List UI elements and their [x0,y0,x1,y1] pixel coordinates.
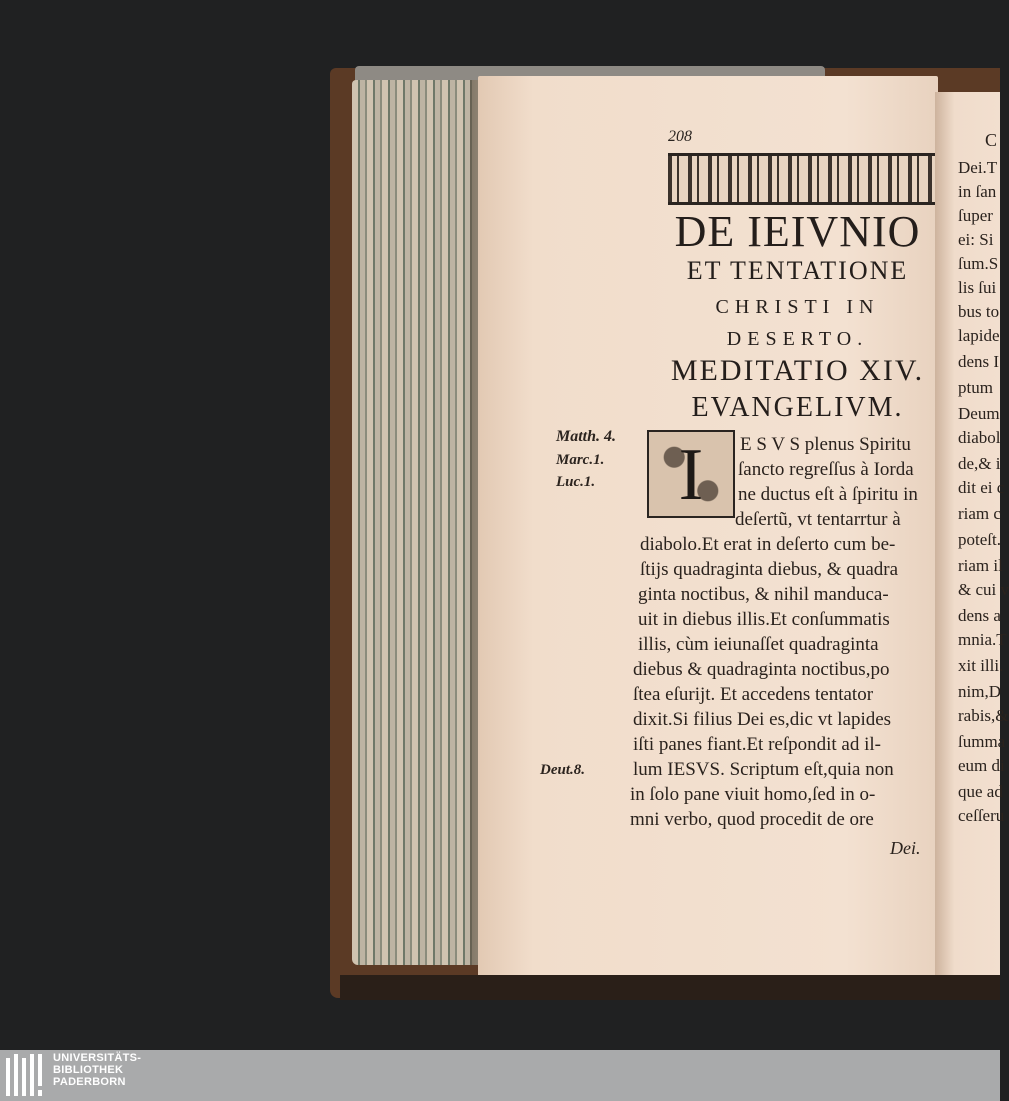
facing-text-line: in ſan [958,182,997,201]
page-number: 208 [668,128,692,145]
meditation-heading: MEDITATIO XIV. [670,354,925,387]
text-line: uit in diebus illis.Et conſummatis [638,609,890,630]
facing-text-line: de,& i [958,454,1001,473]
facing-text-line: lapide [958,326,1000,345]
library-logo-icon [4,1052,46,1098]
text-line: E S V S plenus Spiritu [740,434,911,455]
library-name-line-3: PADERBORN [53,1076,126,1088]
facing-text-line: ceſſeru [958,806,1005,825]
facing-text-line: ptum [958,378,993,397]
facing-text-line: ſuper [958,206,993,225]
facing-text-line: & cui v [958,580,1009,599]
book-bottom-shadow [340,975,1000,1000]
title-line-4: DESERTO. [726,328,869,350]
facing-text-line: mnia.T [958,630,1007,649]
facing-text-line: ſumma [958,732,1006,751]
catchword: Dei. [890,838,921,858]
facing-text-line: poteſt. [958,530,1001,549]
facing-text-line: riam c [958,504,1001,523]
text-line: lum IESVS. Scriptum eſt,quia non [633,759,894,780]
text-line: diebus & quadraginta noctibus,po [633,659,890,680]
library-name-line-2: BIBLIOTHEK [53,1064,124,1076]
margin-note-matthew: Matth. 4. [556,428,617,445]
title-line-2: ET TENTATIONE [686,256,909,285]
text-line: ne ductus eſt à ſpiritu in [738,484,918,505]
title-line-3: CHRISTI IN [715,296,880,318]
gospel-heading: EVANGELIVM. [691,392,904,423]
facing-text-line: bus to [958,302,1000,321]
facing-page-header: C [985,130,998,150]
ornamental-headpiece [668,153,935,205]
facing-text-line: que ad [958,782,1003,801]
text-line: diabolo.Et erat in deſerto cum be- [640,534,896,555]
facing-text-line: ſum.S [958,254,999,273]
facing-text-line: dens a [958,606,1001,625]
facing-text-line: eum di [958,756,1005,775]
initial-letter: I [678,434,704,516]
facing-text-line: ei: Si [958,230,994,249]
text-line: mni verbo, quod procedit de ore [630,809,874,830]
text-line: ſtijs quadraginta diebus, & quadra [640,559,899,580]
margin-note-luke: Luc.1. [556,474,596,490]
facing-text-line: Dei.T [958,158,998,177]
facing-text-line: dens I [958,352,1000,371]
margin-note-deuteronomy: Deut.8. [540,762,585,778]
footer-bar [0,1050,1000,1101]
text-line: ginta noctibus, & nihil manduca- [638,584,889,605]
text-line: in ſolo pane viuit homo,ſed in o- [630,784,876,805]
facing-text-line: xit illi. [958,656,1004,675]
library-name [53,1052,141,1088]
facing-text-line: Deum [958,404,1000,423]
decorated-initial [647,430,735,518]
facing-text-line: diabol [958,428,1001,447]
facing-text-line: nim,D [958,682,1001,701]
text-line: deſertũ, vt tentarrtur à [735,509,901,530]
library-name-line-1: UNIVERSITÄTS- [53,1052,142,1064]
text-line: ſancto regreſſus à Iorda [738,459,914,480]
facing-text-line: riam il [958,556,1003,575]
margin-note-mark: Marc.1. [556,452,605,468]
text-line: iſti panes fiant.Et reſpondit ad il- [633,734,881,755]
title-line-1: DE IEIVNIO [674,207,921,256]
text-line: dixit.Si filius Dei es,dic vt lapides [633,709,892,730]
facing-text-line: rabis,& [958,706,1009,725]
text-line: illis, cùm ieiunaſſet quadraginta [638,634,879,655]
text-line: ſtea eſurijt. Et accedens tentator [633,684,874,705]
facing-text-line: dit ei c [958,478,1005,497]
facing-text-line: lis ſui [958,278,997,297]
